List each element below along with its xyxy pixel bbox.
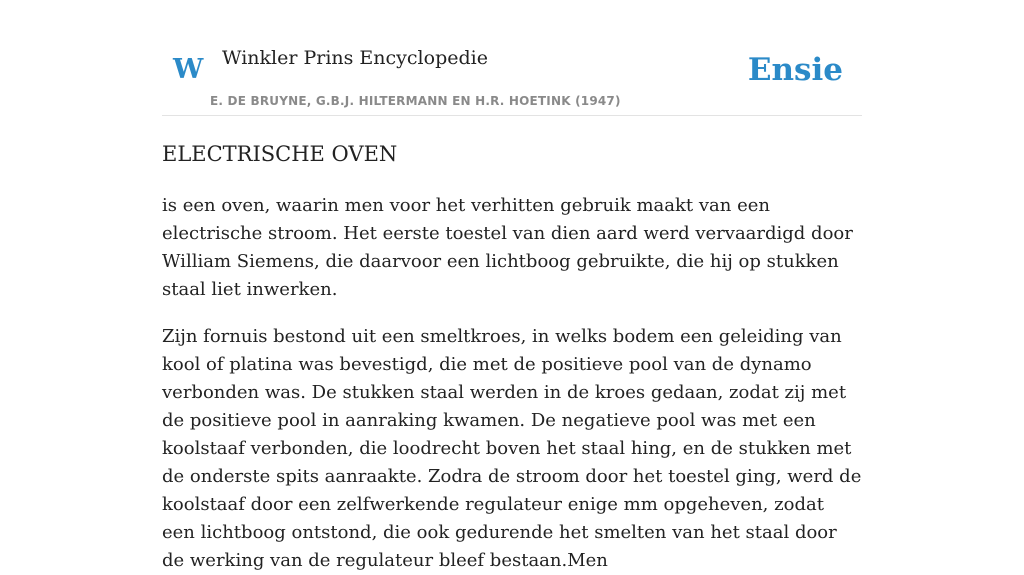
article-title: ELECTRISCHE OVEN bbox=[162, 142, 398, 166]
article-paragraph-1: is een oven, waarin men voor het verhitten gebruik maakt van een electrische stroom. Het eerste toestel van dien aard werd vervaardigd door William Siemens, die daarvoor een lichtboog gebruikte, die hij op stukken staal liet inwerken. bbox=[162, 195, 853, 300]
winkler-prins-logo-icon[interactable]: W bbox=[173, 54, 204, 85]
encyclopedia-header bbox=[162, 0, 862, 116]
article bbox=[162, 138, 862, 575]
encyclopedia-title[interactable]: Winkler Prins Encyclopedie bbox=[222, 47, 488, 69]
article-paragraph-2: Zijn fornuis bestond uit een smeltkroes, in welks bodem een geleiding van kool of platina was bevestigd, die met de positieve pool van de dynamo verbonden was. De stukken staal werden in de kroes gedaan, zodat zij met de positieve pool in aanraking kwamen. De negatieve pool was met een koolstaaf verbonden, die loodrecht boven het staal hing, en de stukken met de onderste spits aanraakte. Zodra de stroom door het toestel ging, werd de koolstaaf door een zelfwerkende regulateur enige mm opgeheven, zodat een lichtboog ontstond, die ook gedurende het smelten van het staal door de werking van de regulateur bleef bestaan.Men bbox=[162, 326, 862, 571]
ensie-logo[interactable]: Ensie bbox=[747, 52, 843, 88]
authors-line: E. DE BRUYNE, G.B.J. HILTERMANN EN H.R. HOETINK (1947) bbox=[210, 94, 621, 108]
